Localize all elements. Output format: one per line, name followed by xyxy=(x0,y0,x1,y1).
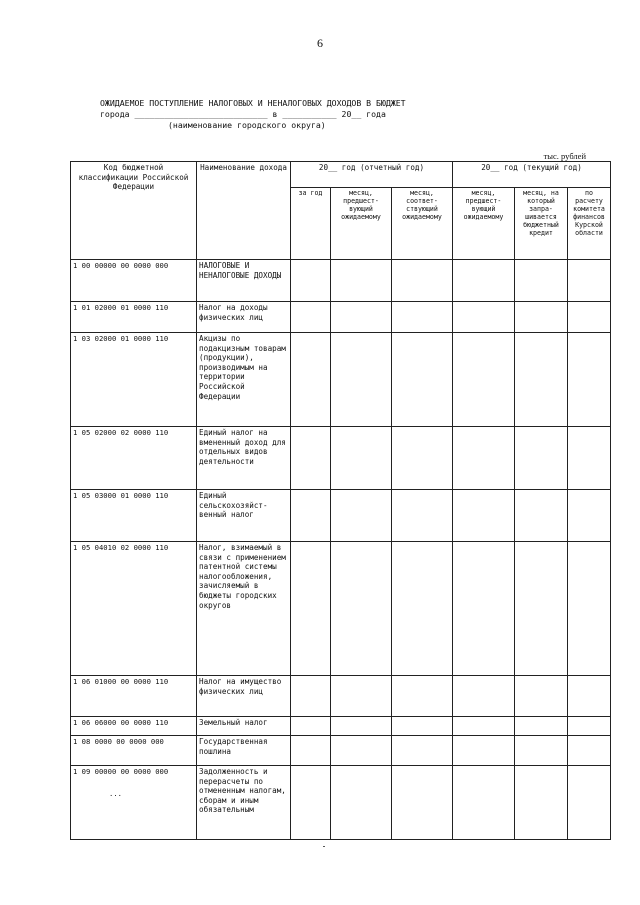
row-name: Налог на доходы физических лиц xyxy=(197,302,291,333)
row-name: Акцизы по подакцизным товарам (продукции), производимым на территории Российской Федерации xyxy=(197,333,291,427)
row-name: НАЛОГОВЫЕ И НЕНАЛОГОВЫЕ ДОХОДЫ xyxy=(197,260,291,302)
table-row xyxy=(71,766,611,840)
row-code-text: 1 09 00000 00 0000 000 xyxy=(73,767,169,776)
row-code: 1 05 02000 02 0000 110 xyxy=(71,427,197,490)
header-month-credit: месяц, на который запра-шивается бюджетный кредит xyxy=(515,188,568,260)
revenue-table xyxy=(70,161,611,840)
row-name: Единый сельскохозяйст-венный налог xyxy=(197,490,291,542)
header-month-prev: месяц, предшест-вующий ожидаемому xyxy=(331,188,392,260)
header-row-1 xyxy=(71,162,611,188)
row-name: Налог на имущество физических лиц xyxy=(197,676,291,717)
row-code: 1 00 00000 00 0000 000 xyxy=(71,260,197,302)
header-name: Наименование дохода xyxy=(197,162,291,260)
row-code xyxy=(71,766,197,840)
header-month-prev-current: месяц, предшест-вующий ожидаемому xyxy=(453,188,515,260)
row-code: 1 08 0000 00 0000 000 xyxy=(71,736,197,766)
table-row xyxy=(71,717,611,736)
units-label: тыс. рублей xyxy=(543,151,586,161)
header-code: Код бюджетной классификации Российской Федерации xyxy=(71,162,197,260)
document-title xyxy=(100,98,560,131)
table-row xyxy=(71,302,611,333)
row-name: Государственная пошлина xyxy=(197,736,291,766)
header-reported-year: 20__ год (отчетный год) xyxy=(291,162,453,188)
row-code: 1 03 02000 01 0000 110 xyxy=(71,333,197,427)
table-row xyxy=(71,676,611,717)
header-current-year: 20__ год (текущий год) xyxy=(453,162,611,188)
row-code: 1 06 06000 00 0000 110 xyxy=(71,717,197,736)
scan-mark xyxy=(323,846,325,847)
title-line-3: (наименование городского округа) xyxy=(168,120,326,130)
header-for-year: за год xyxy=(291,188,331,260)
table-row xyxy=(71,542,611,676)
row-code-extra: ... xyxy=(109,788,122,798)
title-line-1: ОЖИДАЕМОЕ ПОСТУПЛЕНИЕ НАЛОГОВЫХ И НЕНАЛОГОВЫХ ДОХОДОВ В БЮДЖЕТ xyxy=(100,98,406,108)
row-name: Налог, взимаемый в связи с применением патентной системы налогообложения, зачисляемый в бюджеты городских округов xyxy=(197,542,291,676)
header-month-corr: месяц, соответ-ствующий ожидаемому xyxy=(392,188,453,260)
row-code: 1 05 03000 01 0000 110 xyxy=(71,490,197,542)
row-code: 1 06 01000 00 0000 110 xyxy=(71,676,197,717)
row-code: 1 05 04010 02 0000 110 xyxy=(71,542,197,676)
title-line-2: города ___________________________ в ___________ 20__ года xyxy=(100,109,386,119)
row-name: Единый налог на вмененный доход для отдельных видов деятельности xyxy=(197,427,291,490)
page-number: 6 xyxy=(317,36,323,50)
table-row xyxy=(71,427,611,490)
row-name: Земельный налог xyxy=(197,717,291,736)
row-name: Задолженность и перерасчеты по отмененным налогам, сборам и иным обязательным xyxy=(197,766,291,840)
header-committee: по расчету комитета финансов Курской области xyxy=(568,188,611,260)
table-row xyxy=(71,736,611,766)
row-code: 1 01 02000 01 0000 110 xyxy=(71,302,197,333)
table-row xyxy=(71,490,611,542)
table-row xyxy=(71,333,611,427)
table-row xyxy=(71,260,611,302)
